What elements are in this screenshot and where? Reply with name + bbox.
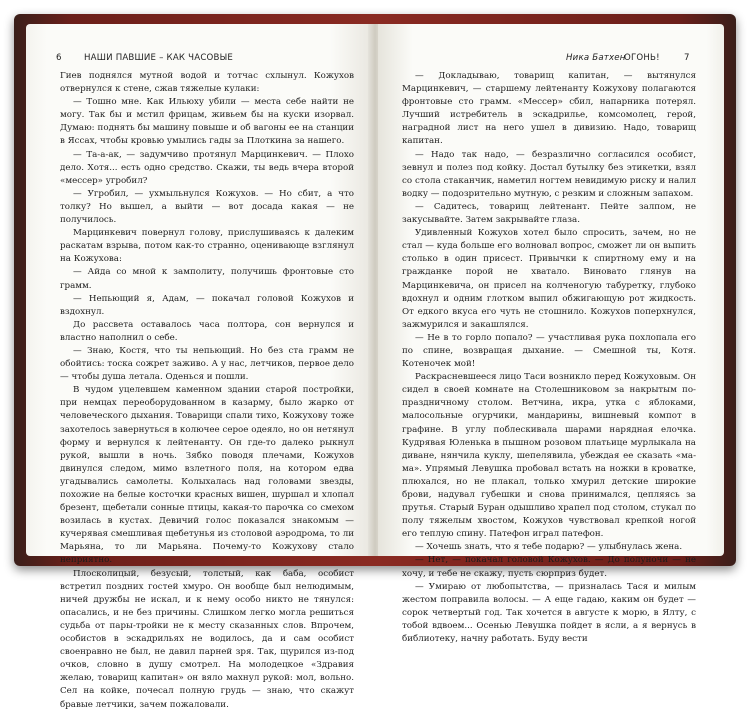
left-page-number: 6: [56, 53, 62, 63]
paragraph: Удивленный Кожухов хотел было спросить, зачем, но не стал — куда больше его волновал вопрос, сможет ли он выпить столько в один присест. Привычки к спиртному ему и на гражданке порой не хватало. Виновато глянув на Марцинкевича, он присел на колченогую табуретку, глубоко вдохнул и одним глотком выпил обжигающую рот жидкость. От едкого вкуса его чуть не стошнило. Кожухов поперхнулся, зажмурился и закашлялся.: [402, 228, 696, 330]
paragraph: — Садитесь, товарищ лейтенант. Пейте залпом, не закусывайте. Затем закрывайте глаза.: [402, 201, 696, 226]
left-page-text: [60, 70, 354, 712]
paragraph: — Угробил, — ухмыльнулся Кожухов. — Но сбит, а что толку? Но вышел, а выйти — вот досада какая — не получилось.: [60, 188, 354, 226]
paragraph: — Знаю, Костя, что ты непьющий. Но без ста грамм не обойтись: тоска сожрет заживо. А у нас, летчиков, первое дело — чтобы душа летала. Оденься и пошли.: [60, 345, 354, 383]
paragraph: — Надо так надо, — безразлично согласился особист, зевнул и полез под койку. Достал бутылку без этикетки, взял со стола стаканчик, наметил ногтем невидимую риску и налил водку — подозрительно мутную, с резким и сложным запахом.: [402, 149, 696, 199]
paragraph: До рассвета оставалось часа полтора, сон вернулся и властно наполнил о себе.: [60, 319, 354, 343]
paragraph: Гиев поднялся мутной водой и тотчас схлынул. Кожухов отвернулся к стене, сжав тяжелые кулаки:: [60, 71, 354, 95]
paragraph: — Непьющий я, Адам, — покачал головой Кожухов и вздохнул.: [60, 293, 354, 317]
paragraph: — Та-а-ак, — задумчиво протянул Марцинкевич. — Плохо дело. Хотя... есть одно средство. Скажи, ты ведь вчера второй «мессер» угробил?: [60, 149, 354, 186]
right-page: [378, 24, 724, 645]
paragraph: — Не в то горло попало? — участливая рука похлопала его по спине, возвращая дыхание. — Смешной ты, Котя. Котеночек мой!: [402, 332, 696, 370]
paragraph: Плосколицый, безусый, толстый, как баба, особист встретил поздних гостей хмуро. Он вообще был нелюдимым, ничей дружбы не искал, и к нему особо никто не тянулся: опасались, и не без причины. Слишком легко могла решиться судьба от пары-тройки не к месту сказанных слов. Впрочем, особистов в эскадрильях не водилось, да и сам особист своенравно не был, не давил парней зря. Так, щурился из-под очков, словно в душу смотрел. На молодецкое «Здравия желаю, товарищ капитан» он вяло махнул рукой: мол, вольно. Сел на койке, почесал полную грудь — знаю, что скажут бравые летчики, зачем пожаловали.: [60, 568, 354, 710]
paragraph: — Тошно мне. Как Ильюху убили — места себе найти не могу. Так бы и мстил фрицам, живьем бы на куски изорвал. Думаю: поднять бы машину повыше и об вагоны ее на станции в Яссах, чтобы кровью умылись гады за Плоткина за нашего.: [60, 97, 354, 147]
paragraph: — Умираю от любопытства, — призналась Тася и милым жестом поправила волосы. — А еще гадаю, каким он будет — сорок четвертый год. Так хочется в августе к морю, в Ялту, с тобой вдвоем... Осенью Левушка пойдет в ясли, а я вернусь в библиотеку, начну работать. Буду вести: [402, 581, 696, 645]
right-page-number: 7: [684, 53, 690, 63]
left-page: [26, 24, 372, 710]
right-running-author: Ника Батхен: [566, 53, 626, 63]
right-running-title: ОГОНЬ!: [624, 53, 660, 63]
left-running-header: НАШИ ПАВШИЕ – КАК ЧАСОВЫЕ: [84, 53, 233, 63]
paragraph: В чудом уцелевшем каменном здании старой постройки, при немцах переоборудованном в казарму, было жарко от человеческого дыхания. Товарищи спали тихо, Кожухову тоже захотелось завернуться в колючее серое одеяло, но он нетянул форму и вернулся к лейтенанту. Он где-то далеко рыкнул рукой, вышли в ночь. Зябко поводя плечами, Кожухов двинулся следом, мимо взлетного поля, на котором едва угадывались самолеты. Колыхалась над головами звезды, похожие на белые косточки красных вишен, шуршал и хлопал брезент, щебетали сонные птицы, какая-то парочка со смехом возилась в кустах. Девичий голос показался знакомым — кучерявая смешливая щебетунья из столовой аэродрома, то ли Марьяна, то ли Марьяна. Почему-то Кожухову стало неприятно.: [60, 385, 354, 566]
right-page-text: [402, 70, 696, 646]
paragraph: Марцинкевич повернул голову, прислушиваясь к далеким раскатам взрыва, потом как-то странно, оценивающе взглянул на Кожухова:: [60, 228, 354, 265]
paragraph: — Хочешь знать, что я тебе подарю? — улыбнулась жена.: [415, 542, 683, 553]
paragraph: — Докладываю, товарищ капитан, — вытянулся Марцинкевич, — старшему лейтенанту Кожухову полагаются фронтовые сто грамм. «Мессер» сбил, напарника потерял. Лучший истребитель в эскадрилье, комсомолец, герой, наградной лист на него ушел в дивизию. Надо, товарищ капитан.: [402, 71, 696, 147]
paragraph: Раскрасневшееся лицо Таси возникло перед Кожуховым. Он сидел в своей комнате на Столешниковом за накрытым по-праздничному столом. Ветчина, икра, утка с яблоками, малосольные огурчики, мандарины, вишневый компот в графине. В углу поблескивала шарами нарядная елочка. Кудрявая Юленька в пышном розовом платьице мурлыкала на диване, нянчила куклу, шепелявила, убеждая ее сказать «ма-ма». Упрямый Левушка пробовал встать на ножки в кроватке, плюхался, но не плакал, только хмурил детские широкие брови, надувал губешки и снова принимался, цепляясь за прутья. Старый Буран одышливо храпел под столом, стукал по полу тяжелым хвостом, Кожухов чувствовал крепкой ногой его теплую спину. Патефон играл патефон.: [402, 372, 696, 540]
paragraph: — Айда со мной к замполиту, получишь фронтовые сто грамм.: [60, 267, 354, 291]
paragraph: — Нет, — покачал головой Кожухов. — До полуночи — не хочу, и тебе не скажу, пусть сюрприз будет.: [402, 555, 696, 579]
